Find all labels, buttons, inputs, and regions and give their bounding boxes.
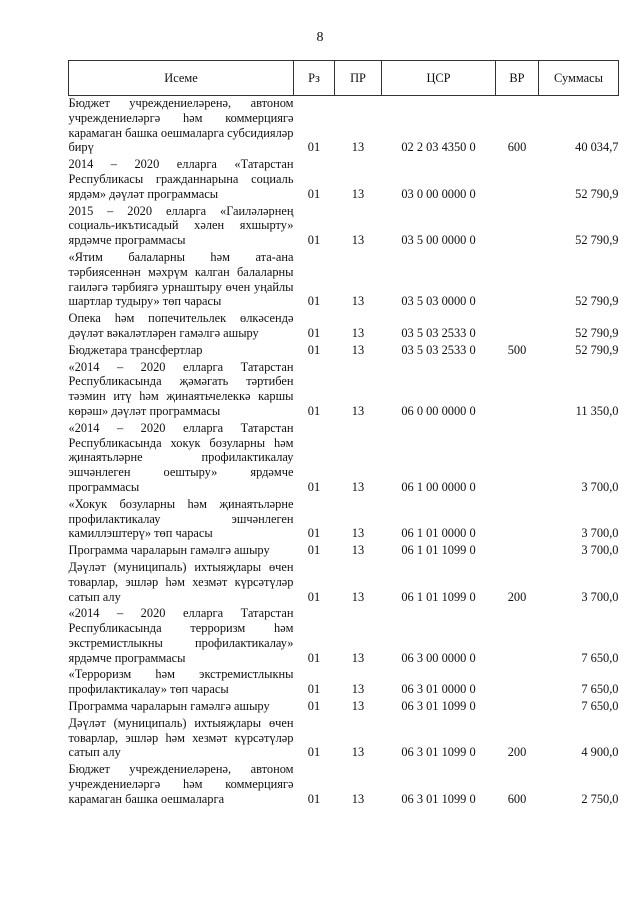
cell-rz: 01 (307, 325, 321, 340)
cell-name: Бюджетара трансфертлар (68, 342, 203, 357)
cell-pr: 13 (351, 682, 365, 697)
header-sum: Суммасы (539, 61, 619, 96)
cell-pr: 13 (351, 791, 365, 806)
cell-csr: 06 3 00 0000 0 (401, 650, 476, 665)
header-pr: ПР (335, 61, 382, 96)
cell-rz: 01 (307, 479, 321, 494)
table-row (69, 606, 619, 667)
cell-csr: 02 2 03 4350 0 (401, 140, 476, 155)
cell-csr: 06 1 01 0000 0 (401, 526, 476, 541)
table-row (69, 667, 619, 699)
cell-csr: 06 3 01 0000 0 (401, 682, 476, 697)
cell-vr (496, 606, 539, 667)
cell-sum: 52 790,9 (575, 186, 619, 201)
cell-csr: 06 0 00 0000 0 (401, 403, 476, 418)
cell-name: Программа чараларын гамәлгә ашыру (68, 699, 270, 714)
cell-pr: 13 (351, 186, 365, 201)
cell-pr: 13 (351, 479, 365, 494)
cell-pr: 13 (351, 745, 365, 760)
cell-pr: 13 (351, 699, 365, 714)
cell-sum: 4 900,0 (581, 745, 619, 760)
table-row (69, 543, 619, 560)
cell-name: «Ятим балаларны һәм ата-ана тәрбиясеннән мәхрүм калган балаларны гаиләгә тәрбиягә урнаштыру өчен уңайлы шартлар тудыру» төп чарасы (68, 249, 294, 309)
cell-vr: 200 (507, 589, 527, 604)
cell-vr (496, 543, 539, 560)
cell-vr: 200 (507, 745, 527, 760)
table-row (69, 157, 619, 203)
cell-name: Бюджет учреждениеләренә, автоном учреждениеләргә һәм коммерциягә карамаган башка оешмаларга (68, 762, 294, 806)
cell-name: «Хокук бозуларны һәм җинаятьләрне профилактикалау эшчәнлеген камиллэштерү» төп чарасы (68, 496, 294, 541)
cell-rz: 01 (307, 543, 321, 558)
cell-vr: 500 (507, 342, 527, 357)
cell-sum: 7 650,0 (581, 682, 619, 697)
table-row (69, 343, 619, 360)
cell-vr: 600 (507, 791, 527, 806)
cell-name: «2014 – 2020 елларга Татарстан Республикасында хокук бозуларны һәм җинаятьләрне профилактикалау эшчәнлеген оештыру» ярдәмче программасы (68, 420, 294, 494)
cell-rz: 01 (307, 650, 321, 665)
table-row (69, 311, 619, 343)
header-rz: Рз (294, 61, 335, 96)
cell-rz: 01 (307, 745, 321, 760)
cell-sum: 7 650,0 (581, 699, 619, 714)
cell-rz: 01 (307, 791, 321, 806)
cell-csr: 06 1 00 0000 0 (401, 479, 476, 494)
cell-rz: 01 (307, 699, 321, 714)
cell-rz: 01 (307, 526, 321, 541)
table-body (69, 96, 619, 809)
cell-vr (496, 497, 539, 543)
cell-pr: 13 (351, 650, 365, 665)
cell-rz: 01 (307, 682, 321, 697)
cell-csr: 06 3 01 1099 0 (401, 745, 476, 760)
table-row (69, 360, 619, 421)
budget-table (68, 60, 619, 809)
table-row (69, 250, 619, 311)
cell-vr (496, 421, 539, 497)
cell-csr: 03 5 00 0000 0 (401, 233, 476, 248)
cell-csr: 06 3 01 1099 0 (401, 699, 476, 714)
cell-name: 2014 – 2020 елларга «Татарстан Республикасы гражданнарына социаль ярдәм» дәүләт программасы (68, 157, 294, 201)
cell-rz: 01 (307, 140, 321, 155)
table-row (69, 96, 619, 158)
cell-sum: 3 700,0 (581, 543, 619, 558)
cell-name: Дәүләт (муниципаль) ихтыяҗлары өчен товарлар, эшләр һәм хезмәт күрсәтүләр сатып алу (68, 559, 294, 604)
cell-sum: 3 700,0 (581, 526, 619, 541)
cell-csr: 03 5 03 2533 0 (401, 325, 476, 340)
cell-vr (496, 250, 539, 311)
cell-rz: 01 (307, 403, 321, 418)
cell-vr (496, 157, 539, 203)
cell-name: «2014 – 2020 елларга Татарстан Республикасында терроризм һәм экстремистлыкны профилактикалау» ярдәмче программасы (68, 606, 294, 665)
cell-name: Программа чараларын гамәлгә ашыру (68, 543, 270, 558)
header-name: Исеме (69, 61, 294, 96)
cell-name: «Терроризм һәм экстремистлыкны профилактикалау» төп чарасы (68, 667, 294, 697)
cell-name: «2014 – 2020 елларга Татарстан Республикасында җәмәгать тәртибен тәэмин итү һәм җинаятьчелеккә каршы көрәш» дәүләт программасы (68, 359, 294, 418)
cell-rz: 01 (307, 233, 321, 248)
cell-rz: 01 (307, 186, 321, 201)
cell-pr: 13 (351, 589, 365, 604)
cell-csr: 06 1 01 1099 0 (401, 589, 476, 604)
cell-rz: 01 (307, 342, 321, 357)
cell-name: Дәүләт (муниципаль) ихтыяҗлары өчен товарлар, эшләр һәм хезмәт күрсәтүләр сатып алу (68, 715, 294, 760)
cell-sum: 3 700,0 (581, 589, 619, 604)
cell-rz: 01 (307, 294, 321, 309)
table-row (69, 560, 619, 606)
table-header-row (69, 61, 619, 96)
cell-pr: 13 (351, 325, 365, 340)
cell-pr: 13 (351, 543, 365, 558)
cell-pr: 13 (351, 342, 365, 357)
cell-sum: 52 790,9 (575, 342, 619, 357)
cell-name: 2015 – 2020 елларга «Гаиләләрнең социаль-икътисадый хәлен яхшырту» ярдәмче программасы (68, 203, 294, 248)
cell-pr: 13 (351, 526, 365, 541)
table-row (69, 421, 619, 497)
cell-csr: 06 3 01 1099 0 (401, 791, 476, 806)
cell-vr (496, 204, 539, 250)
cell-vr (496, 311, 539, 343)
cell-pr: 13 (351, 140, 365, 155)
cell-name: Опека һәм попечительлек өлкәсендә дәүләт вәкаләтләрен гамәлгә ашыру (68, 311, 294, 340)
cell-pr: 13 (351, 403, 365, 418)
table-row (69, 497, 619, 543)
cell-vr: 600 (507, 140, 527, 155)
table-row (69, 762, 619, 808)
cell-sum: 40 034,7 (575, 140, 619, 155)
cell-vr (496, 360, 539, 421)
table-row (69, 716, 619, 762)
cell-vr (496, 699, 539, 716)
cell-csr: 03 5 03 2533 0 (401, 342, 476, 357)
cell-sum: 7 650,0 (581, 650, 619, 665)
cell-name: Бюджет учреждениеләренә, автоном учреждениеләргә һәм коммерциягә карамаган башка оешмаларга субсидияләр бирү (68, 96, 294, 155)
cell-csr: 03 0 00 0000 0 (401, 186, 476, 201)
cell-sum: 52 790,9 (575, 325, 619, 340)
cell-pr: 13 (351, 294, 365, 309)
header-vr: ВР (496, 61, 539, 96)
cell-sum: 2 750,0 (581, 791, 619, 806)
cell-pr: 13 (351, 233, 365, 248)
table-row (69, 699, 619, 716)
cell-sum: 3 700,0 (581, 479, 619, 494)
cell-csr: 03 5 03 0000 0 (401, 294, 476, 309)
cell-csr: 06 1 01 1099 0 (401, 543, 476, 558)
cell-vr (496, 667, 539, 699)
cell-sum: 11 350,0 (575, 403, 619, 418)
cell-sum: 52 790,9 (575, 294, 619, 309)
cell-rz: 01 (307, 589, 321, 604)
page-number: 8 (316, 30, 324, 45)
cell-sum: 52 790,9 (575, 233, 619, 248)
header-csr: ЦСР (382, 61, 496, 96)
table-row (69, 204, 619, 250)
